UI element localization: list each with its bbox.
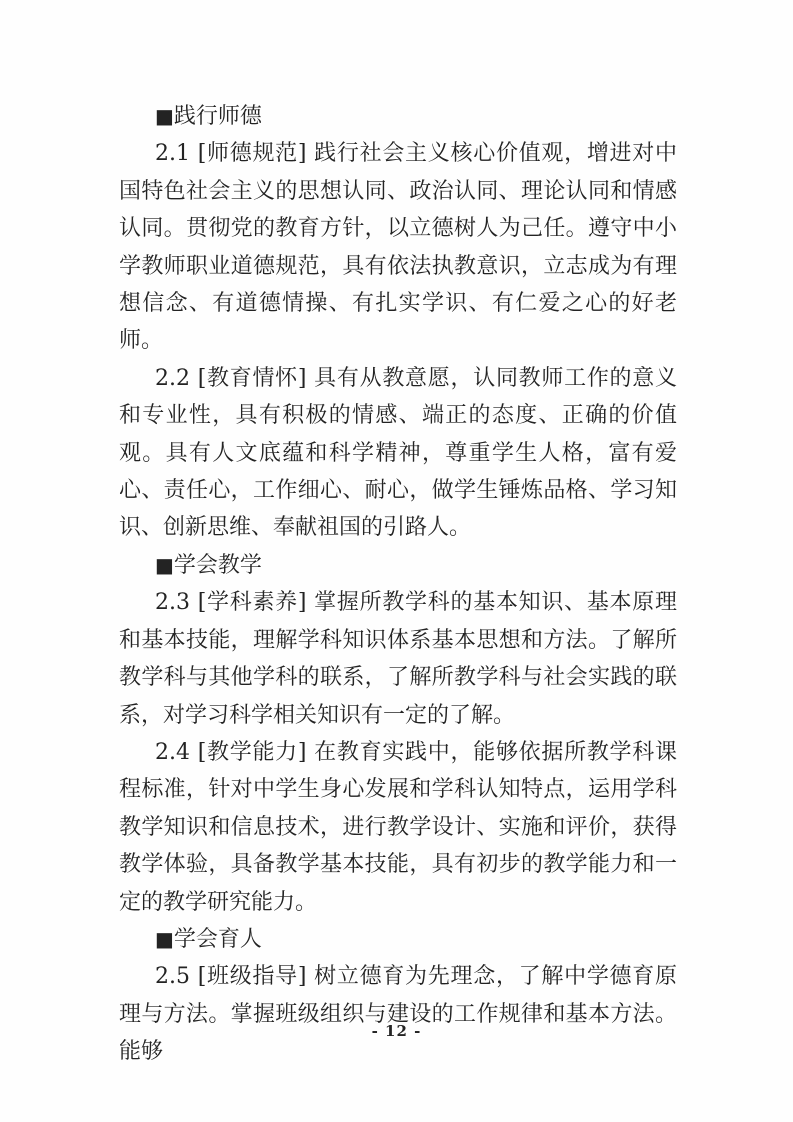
paragraph-2-2: 2.2 [教育情怀] 具有从教意愿，认同教师工作的意义和专业性，具有积极的情感、端正的态度、正确的价值观。具有人文底蕴和科学精神，尊重学生人格，富有爱心、责任心，工作细心、耐心，做学生锤炼品格、学习知识、创新思维、奉献祖国的引路人。 [119,365,677,541]
square-bullet-icon: ■ [155,104,174,128]
section-heading [119,98,677,135]
paragraph-2-4: 2.4 [教学能力] 在教育实践中，能够依据所教学科课程标准，针对中学生身心发展和学科认知特点，运用学科教学知识和信息技术，进行教学设计、实施和评价，获得教学体验，具备教学基本技能，具有初步的教学能力和一定的教学研究能力。 [119,739,677,915]
square-bullet-icon: ■ [155,926,174,951]
section-heading [119,547,677,584]
document-body [119,98,677,1071]
square-bullet-icon: ■ [155,552,174,577]
section-shide [119,98,677,547]
paragraph-2-5: 2.5 [班级指导] 树立德育为先理念，了解中学德育原理与方法。掌握班级组织与建设的工作规律和基本方法。能够 [119,964,677,1065]
page-number: - 12 - [371,1022,422,1040]
paragraph-2-3: 2.3 [学科素养] 掌握所教学科的基本知识、基本原理和基本技能，理解学科知识体系基本思想和方法。了解所教学科与其他学科的联系，了解所教学科与社会实践的联系，对学习科学相关知识有一定的了解。 [119,590,677,728]
section-heading-text: 学会育人 [173,926,262,952]
section-jiaoxue [119,547,677,921]
section-heading [119,921,677,958]
section-yuren [119,921,677,1071]
paragraph-2-1: 2.1 [师德规范] 践行社会主义核心价值观，增进对中国特色社会主义的思想认同、政治认同、理论认同和情感认同。贯彻党的教育方针，以立德树人为己任。遵守中小学教师职业道德规范，具有依法执教意识，立志成为有理想信念、有道德情操、有扎实学识、有仁爱之心的好老师。 [119,141,677,354]
section-heading-text: 践行师德 [173,104,262,129]
section-heading-text: 学会教学 [173,552,262,578]
